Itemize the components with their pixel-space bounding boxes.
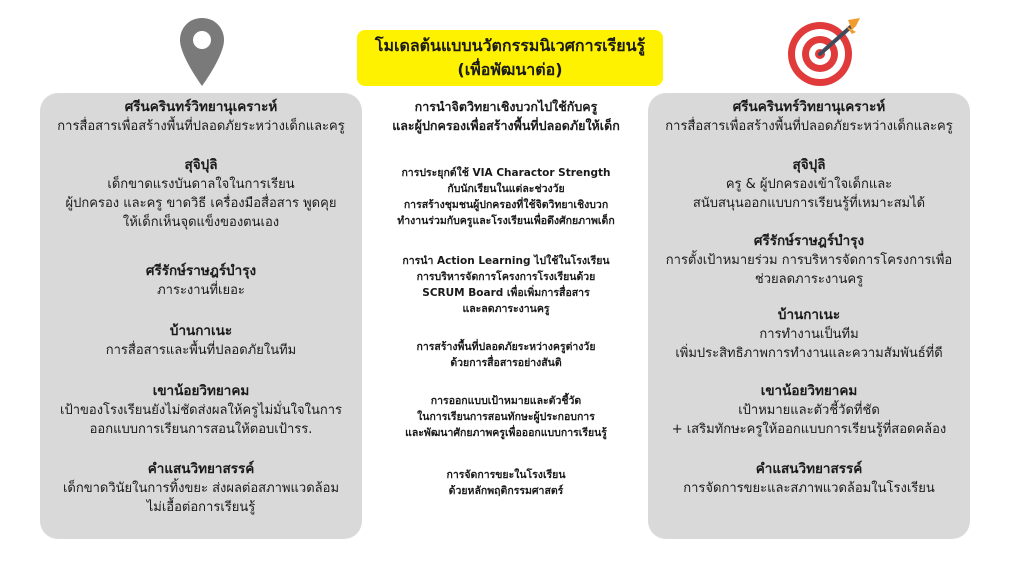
left-section-text: การสื่อสารและพื้นที่ปลอดภัยในทีม xyxy=(105,343,297,358)
right-section-text: การทำงานเป็นทีม เพิ่มประสิทธิภาพการทำงานและความสัมพันธ์ที่ดี xyxy=(675,327,943,361)
outcomes-panel xyxy=(648,93,970,539)
left-section-title: บ้านกาเนะ xyxy=(169,323,233,339)
right-section-text: การจัดการขยะและสภาพแวดล้อมในโรงเรียน xyxy=(683,481,935,496)
left-section-text: เด็กขาดแรงบันดาลใจในการเรียน ผู้ปกครอง และครู ขาดวิธี เครื่องมือสื่อสาร พูดคุย ให้เด็กเห็นจุดแข็งของตนเอง xyxy=(65,177,337,230)
middle-heading: การนำจิตวิทยาเชิงบวกไปใช้กับครู และผู้ปกครองเพื่อสร้างพื้นที่ปลอดภัยให้เด็ก xyxy=(392,99,620,133)
right-section-title: บ้านกาเนะ xyxy=(777,307,841,323)
left-section-text: การสื่อสารเพื่อสร้างพื้นที่ปลอดภัยระหว่างเด็กและครู xyxy=(57,119,345,134)
left-section-title: ศรีนครินทร์วิทยานุเคราะห์ xyxy=(124,99,278,115)
left-section-title: คำแสนวิทยาสรรค์ xyxy=(147,461,255,477)
right-section-srinakharin xyxy=(648,97,970,136)
left-section-khaonoi xyxy=(40,381,362,439)
left-section-bankane xyxy=(40,321,362,360)
right-section-text: ครู & ผู้ปกครองเข้าใจเด็กและ สนับสนุนออกแบบการเรียนรู้ที่เหมาะสมได้ xyxy=(692,177,926,211)
innovation-item-action-learning: การนำ Action Learning ไปใช้ในโรงเรียน การบริหารจัดการโครงการโรงเรียนด้วย SCRUM Board เพื่อเพิ่มการสื่อสาร และลดภาระงานครู xyxy=(402,255,610,315)
left-section-title: ศรีรักษ์ราษฎร์บำรุง xyxy=(145,263,257,279)
right-section-title: ศรีรักษ์ราษฎร์บำรุง xyxy=(753,233,865,249)
innovation-item-waste: การจัดการขยะในโรงเรียน ด้วยหลักพฤติกรรมศาสตร์ xyxy=(446,469,566,497)
location-pin-icon xyxy=(178,16,226,88)
left-section-khamsaen xyxy=(40,459,362,517)
title-line-1: โมเดลต้นแบบนวัตกรรมนิเวศการเรียนรู้ xyxy=(374,36,646,55)
innovation-item-via: การประยุกต์ใช้ VIA Charactor Strength กับนักเรียนในแต่ละช่วงวัย การสร้างชุมชนผู้ปกครองที่ใช้จิตวิทยาเชิงบวก ทำงานร่วมกับครูและโรงเรียนเพื่อดึงศักยภาพเด็ก xyxy=(397,167,615,227)
title-line-2: (เพื่อพัฒนาต่อ) xyxy=(457,60,563,79)
right-section-title: เขาน้อยวิทยาคม xyxy=(760,383,858,399)
left-section-srinakharin xyxy=(40,97,362,136)
right-section-text: การสื่อสารเพื่อสร้างพื้นที่ปลอดภัยระหว่างเด็กและครู xyxy=(665,119,953,134)
innovations-column xyxy=(372,93,640,539)
right-section-title: คำแสนวิทยาสรรค์ xyxy=(755,461,863,477)
target-arrow-icon xyxy=(786,16,862,88)
right-section-bankane xyxy=(648,305,970,363)
right-section-title: ศรีนครินทร์วิทยานุเคราะห์ xyxy=(732,99,886,115)
left-section-sujipuli xyxy=(40,155,362,232)
right-section-srirak xyxy=(648,231,970,289)
problems-panel xyxy=(40,93,362,539)
right-section-text: เป้าหมายและตัวชี้วัดที่ชัด + เสริมทักษะครูให้ออกแบบการเรียนรู้ที่สอดคล้อง xyxy=(671,403,947,437)
left-section-text: เด็กขาดวินัยในการทิ้งขยะ ส่งผลต่อสภาพแวดล้อม ไม่เอื้อต่อการเรียนรู้ xyxy=(62,481,340,515)
left-section-text: ภาระงานที่เยอะ xyxy=(157,283,245,298)
diagram-title xyxy=(357,30,663,86)
right-section-title: สุจิปุลิ xyxy=(792,157,826,173)
innovation-item-safe-space: การสร้างพื้นที่ปลอดภัยระหว่างครูต่างวัย ด้วยการสื่อสารอย่างสันติ xyxy=(416,341,596,369)
right-section-khamsaen xyxy=(648,459,970,498)
left-section-title: เขาน้อยวิทยาคม xyxy=(152,383,250,399)
left-section-srirak xyxy=(40,261,362,300)
left-section-title: สุจิปุลิ xyxy=(184,157,218,173)
innovation-item-goal-design: การออกแบบเป้าหมายและตัวชี้วัด ในการเรียนการสอนทักษะผู้ประกอบการ และพัฒนาศักยภาพครูเพื่อออกแบบการเรียนรู้ xyxy=(405,395,607,439)
right-section-text: การตั้งเป้าหมายร่วม การบริหารจัดการโครงการเพื่อ ช่วยลดภาระงานครู xyxy=(665,253,953,287)
right-section-sujipuli xyxy=(648,155,970,213)
right-section-khaonoi xyxy=(648,381,970,439)
left-section-text: เป้าของโรงเรียนยังไม่ชัดส่งผลให้ครูไม่มั่นใจในการ ออกแบบการเรียนการสอนให้ตอบเป้ารร. xyxy=(60,403,342,437)
